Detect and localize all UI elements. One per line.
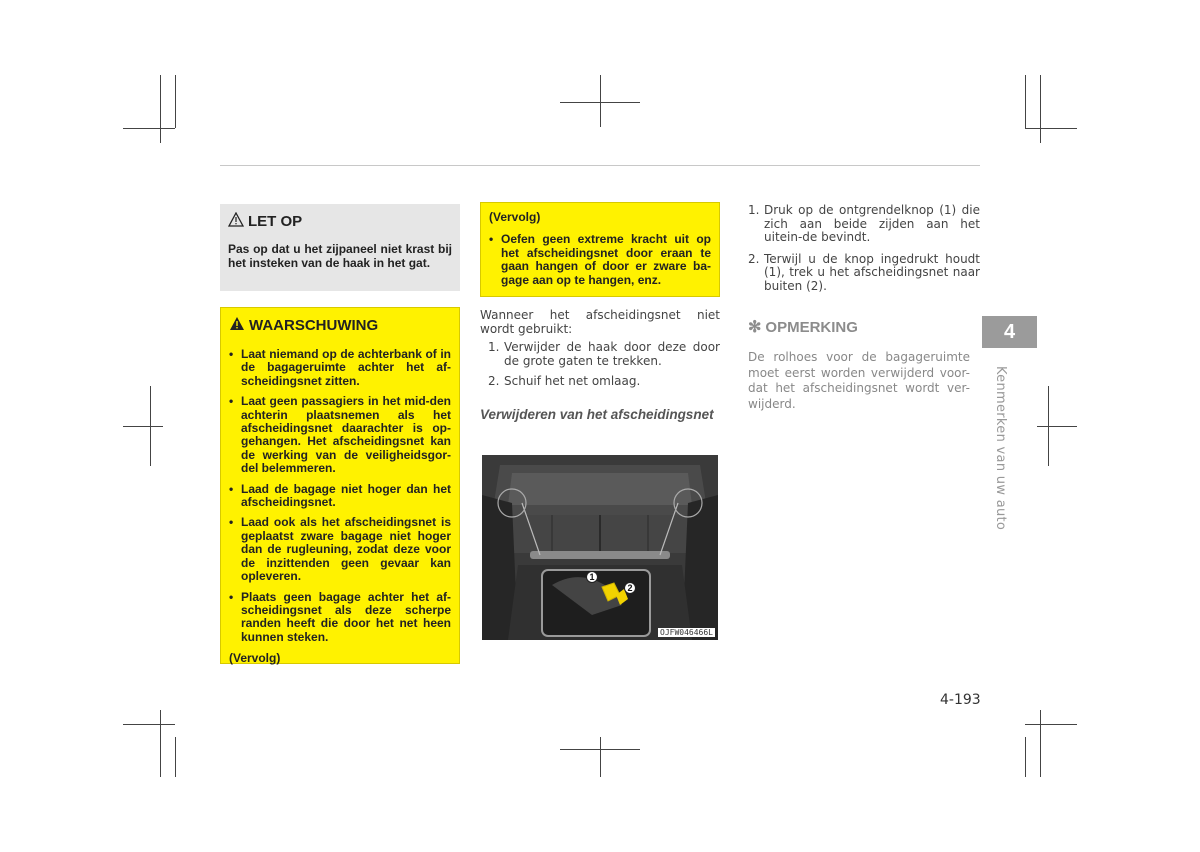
warning-title	[229, 316, 451, 335]
crop-mark	[150, 386, 151, 466]
warning-triangle-icon	[229, 316, 245, 335]
warning-continued-label: (Vervolg)	[229, 651, 281, 666]
continued-warning-box	[480, 202, 720, 297]
step-item	[748, 204, 980, 245]
warning-list	[229, 348, 451, 644]
crop-mark	[600, 75, 601, 127]
step-text: Schuif het net omlaag.	[504, 374, 641, 388]
crop-mark	[123, 128, 175, 129]
page-number: 4-193	[940, 692, 981, 708]
step-number: 2.	[488, 374, 500, 388]
crop-mark	[1037, 426, 1077, 427]
step-text: Terwijl u de knop ingedrukt houdt (1), trek u het afscheidingsnet naar buiten (2).	[764, 251, 980, 293]
crop-mark	[1040, 710, 1041, 777]
continued-header: (Vervolg)	[489, 210, 541, 224]
image-code: OJFW046466L	[660, 628, 713, 637]
release-steps	[748, 204, 980, 301]
header-rule	[220, 165, 980, 166]
crop-mark	[123, 426, 163, 427]
callout-1-badge: 1	[586, 571, 598, 583]
warning-item: • Laad ook als het afscheidingsnet is geplaatst zware bagage niet hoger dan de rugleuning, zodat deze voor de inzittenden geen gevaar kan opleveren.	[229, 516, 451, 583]
caution-box	[220, 204, 460, 291]
crop-mark	[1048, 386, 1049, 466]
step-number: 2.	[748, 251, 760, 266]
removal-steps	[488, 341, 720, 396]
crop-mark	[1040, 75, 1041, 143]
caution-title-text: LET OP	[248, 213, 303, 230]
step-text: Druk op de ontgrendelknop (1) die zich aan beide zijden aan het uitein-de bevindt.	[764, 203, 980, 244]
warning-item: • Plaats geen bagage achter het af-scheidingsnet als deze scherpe randen heeft die door het net heen kunnen steken.	[229, 591, 451, 645]
chapter-label: Kenmerken van uw auto	[993, 366, 1008, 531]
step-number: 1.	[488, 340, 500, 354]
step-item	[488, 375, 720, 389]
crop-mark	[160, 710, 161, 777]
intro-paragraph: Wanneer het afscheidingsnet niet wordt gebruikt:	[480, 308, 720, 336]
step-item	[488, 341, 720, 368]
warning-title-text: WAARSCHUWING	[249, 317, 379, 334]
caution-triangle-icon	[228, 212, 244, 231]
chapter-tab: 4	[982, 316, 1037, 348]
section-subheading: Verwijderen van het afscheidingsnet	[480, 407, 714, 422]
note-text: De rolhoes voor de bagageruimte moet eerst worden verwijderd voor-dat het afscheidingsnet wordt ver-wijderd.	[748, 350, 970, 411]
step-item	[748, 253, 980, 294]
warning-item: • Laat geen passagiers in het mid-den achterin plaatsnemen als het afscheidingsnet daarachter is op-gehangen. Het afscheidingsnet kan de werking van de veiligheidsgor-del belemmeren.	[229, 395, 451, 475]
caution-title	[228, 212, 452, 231]
note-title	[748, 317, 858, 337]
crop-mark	[123, 724, 175, 725]
note-title-text: OPMERKING	[765, 318, 858, 336]
crop-mark	[1025, 128, 1077, 129]
cargo-net-photo	[482, 455, 718, 640]
cargo-area-illustration	[482, 455, 718, 640]
crop-mark	[160, 75, 161, 143]
warning-item: • Laat niemand op de achterbank of in de bagageruimte achter het af-scheidingsnet zitten.	[229, 348, 451, 388]
crop-mark	[1025, 737, 1026, 777]
crop-mark	[175, 737, 176, 777]
asterisk-icon: ✻	[748, 319, 762, 336]
crop-mark	[175, 75, 176, 128]
continued-list	[489, 233, 711, 287]
warning-item: • Laad de bagage niet hoger dan het afscheidingsnet.	[229, 483, 451, 510]
crop-mark	[1025, 724, 1077, 725]
warning-box	[220, 307, 460, 664]
callout-2-badge: 2	[624, 582, 636, 594]
crop-mark	[600, 737, 601, 777]
step-number: 1.	[748, 203, 760, 217]
caution-text: Pas op dat u het zijpaneel niet krast bij het insteken van de haak in het gat.	[228, 242, 452, 270]
step-text: Verwijder de haak door deze door de grote gaten te trekken.	[504, 340, 720, 368]
crop-mark	[1025, 75, 1026, 128]
continued-item: • Oefen geen extreme kracht uit op het afscheidingsnet door eraan te gaan hangen of door er zware ba-gage aan op te hangen, enz.	[489, 233, 711, 287]
